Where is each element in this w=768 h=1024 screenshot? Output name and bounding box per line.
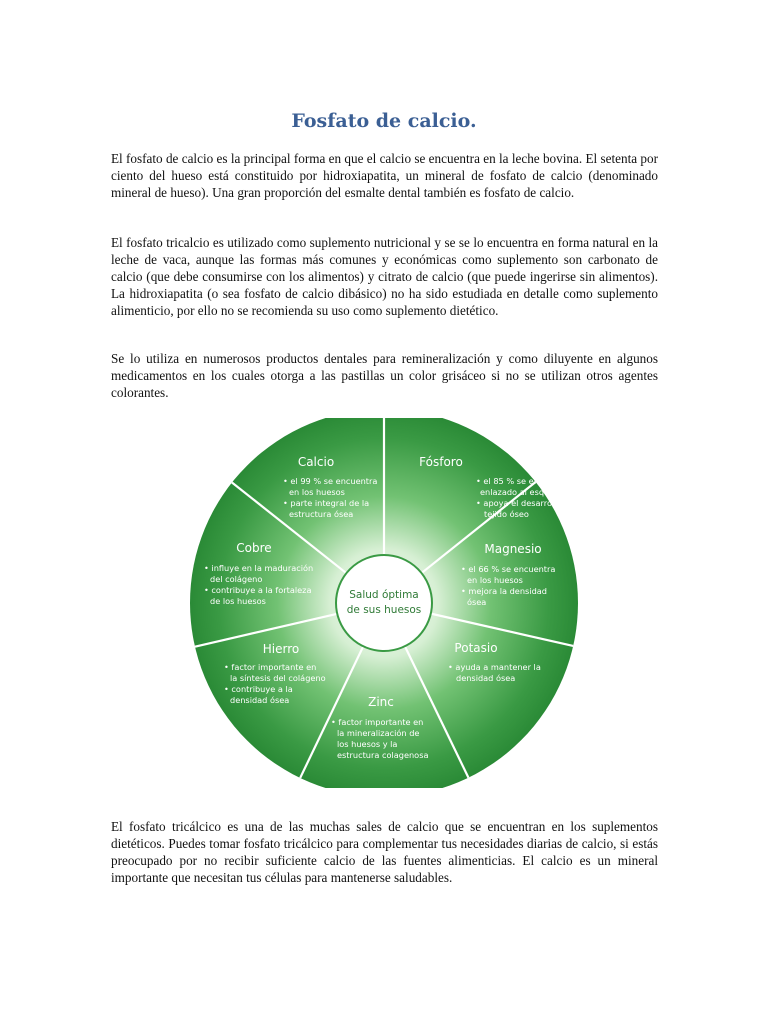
segment-item-line: en los huesos [467,575,523,585]
center-label-line-1: Salud óptima [349,589,419,601]
segment-item-line: • factor importante en [331,717,424,727]
segment-item-line: densidad ósea [456,673,516,683]
segment-item-line: la síntesis del colágeno [230,673,326,683]
segment-title: Cobre [236,541,272,555]
segment-item-line: • factor importante en [224,662,317,672]
segment-title: Zinc [368,695,394,709]
paragraph-4: El fosfato tricálcico es una de las muchas sales de calcio que se encuentran en los suplementos dietéticos. Puedes tomar fosfato tricálcico para complementar tus necesidades diarias de calcio, si estás preocupado por no recibir suficiente calcio de las fuentes alimenticias. El calcio es un mineral importante que necesitan tus células para mantenerse saludables. [111,819,658,885]
paragraph-1: El fosfato de calcio es la principal forma en que el calcio se encuentra en la leche bovina. El setenta por ciento del hueso está constituido por hidroxiapatita, un mineral de fosfato de calcio (denominado mineral de hueso). Una gran proporción del esmalte dental también es fosfato de calcio. [111,151,658,200]
segment-item-line: • parte integral de la [283,498,370,508]
segment-item-line: del colágeno [210,574,263,584]
segment-item-line: tejido óseo [484,509,529,519]
segment-item-line: estructura colagenosa [337,750,429,760]
segment-item-line: • contribuye a la fortaleza [204,585,312,595]
segment-item-line: • influye en la maduración [204,563,314,573]
segment-title: Hierro [262,642,300,656]
segment-item-line: • el 99 % se encuentra [283,476,378,486]
page-title: Fosfato de calcio. [291,110,477,132]
paragraph-3: Se lo utiliza en numerosos productos dentales para remineralización y como diluyente en algunos medicamentos en los cuales otorga a las pastillas un color grisáceo si no se utilizan otros agentes colorantes. [111,351,658,400]
segment-title: Calcio [297,455,335,469]
segment-title: Potasio [454,641,498,655]
segment-item-line: • mejora la densidad [461,586,547,596]
segment-item-line: densidad ósea [230,695,290,705]
center-label-line-2: de sus huesos [346,604,422,616]
segment-item-line: en los huesos [289,487,345,497]
center-circle [336,555,432,651]
segment-item-line: • el 66 % se encuentra [461,564,556,574]
segment-item-line: ósea [467,597,487,607]
segment-item-line: enlazado al esqueleto [480,487,570,497]
segment-item-line: • el 85 % se encuentra [476,476,571,486]
segment-item-line: • ayuda a mantener la [448,662,541,672]
segment-title: Magnesio [484,542,542,556]
segment-item-line: estructura ósea [289,509,354,519]
bone-health-wheel-diagram [186,418,582,788]
segment-title: Fósforo [419,455,463,469]
segment-item-line: la mineralización de [337,728,420,738]
segment-item-line: los huesos y la [337,739,398,749]
segment-item-line: • apoya el desarrollo de [476,498,575,508]
paragraph-2: El fosfato tricalcio es utilizado como suplemento nutricional y se se lo encuentra en forma natural en la leche de vaca, aunque las formas más comunes y económicas como suplemento son carbonato de calcio (que debe consumirse con los alimentos) y citrato de calcio (que puede ingerirse sin alimentos). La hidroxiapatita (o sea fosfato de calcio dibásico) no ha sido estudiada en detalle como suplemento alimenticio, por ello no se recomienda su uso como suplemento dietético. [111,235,658,318]
segment-item-line: • contribuye a la [224,684,293,694]
segment-item-line: de los huesos [210,596,266,606]
